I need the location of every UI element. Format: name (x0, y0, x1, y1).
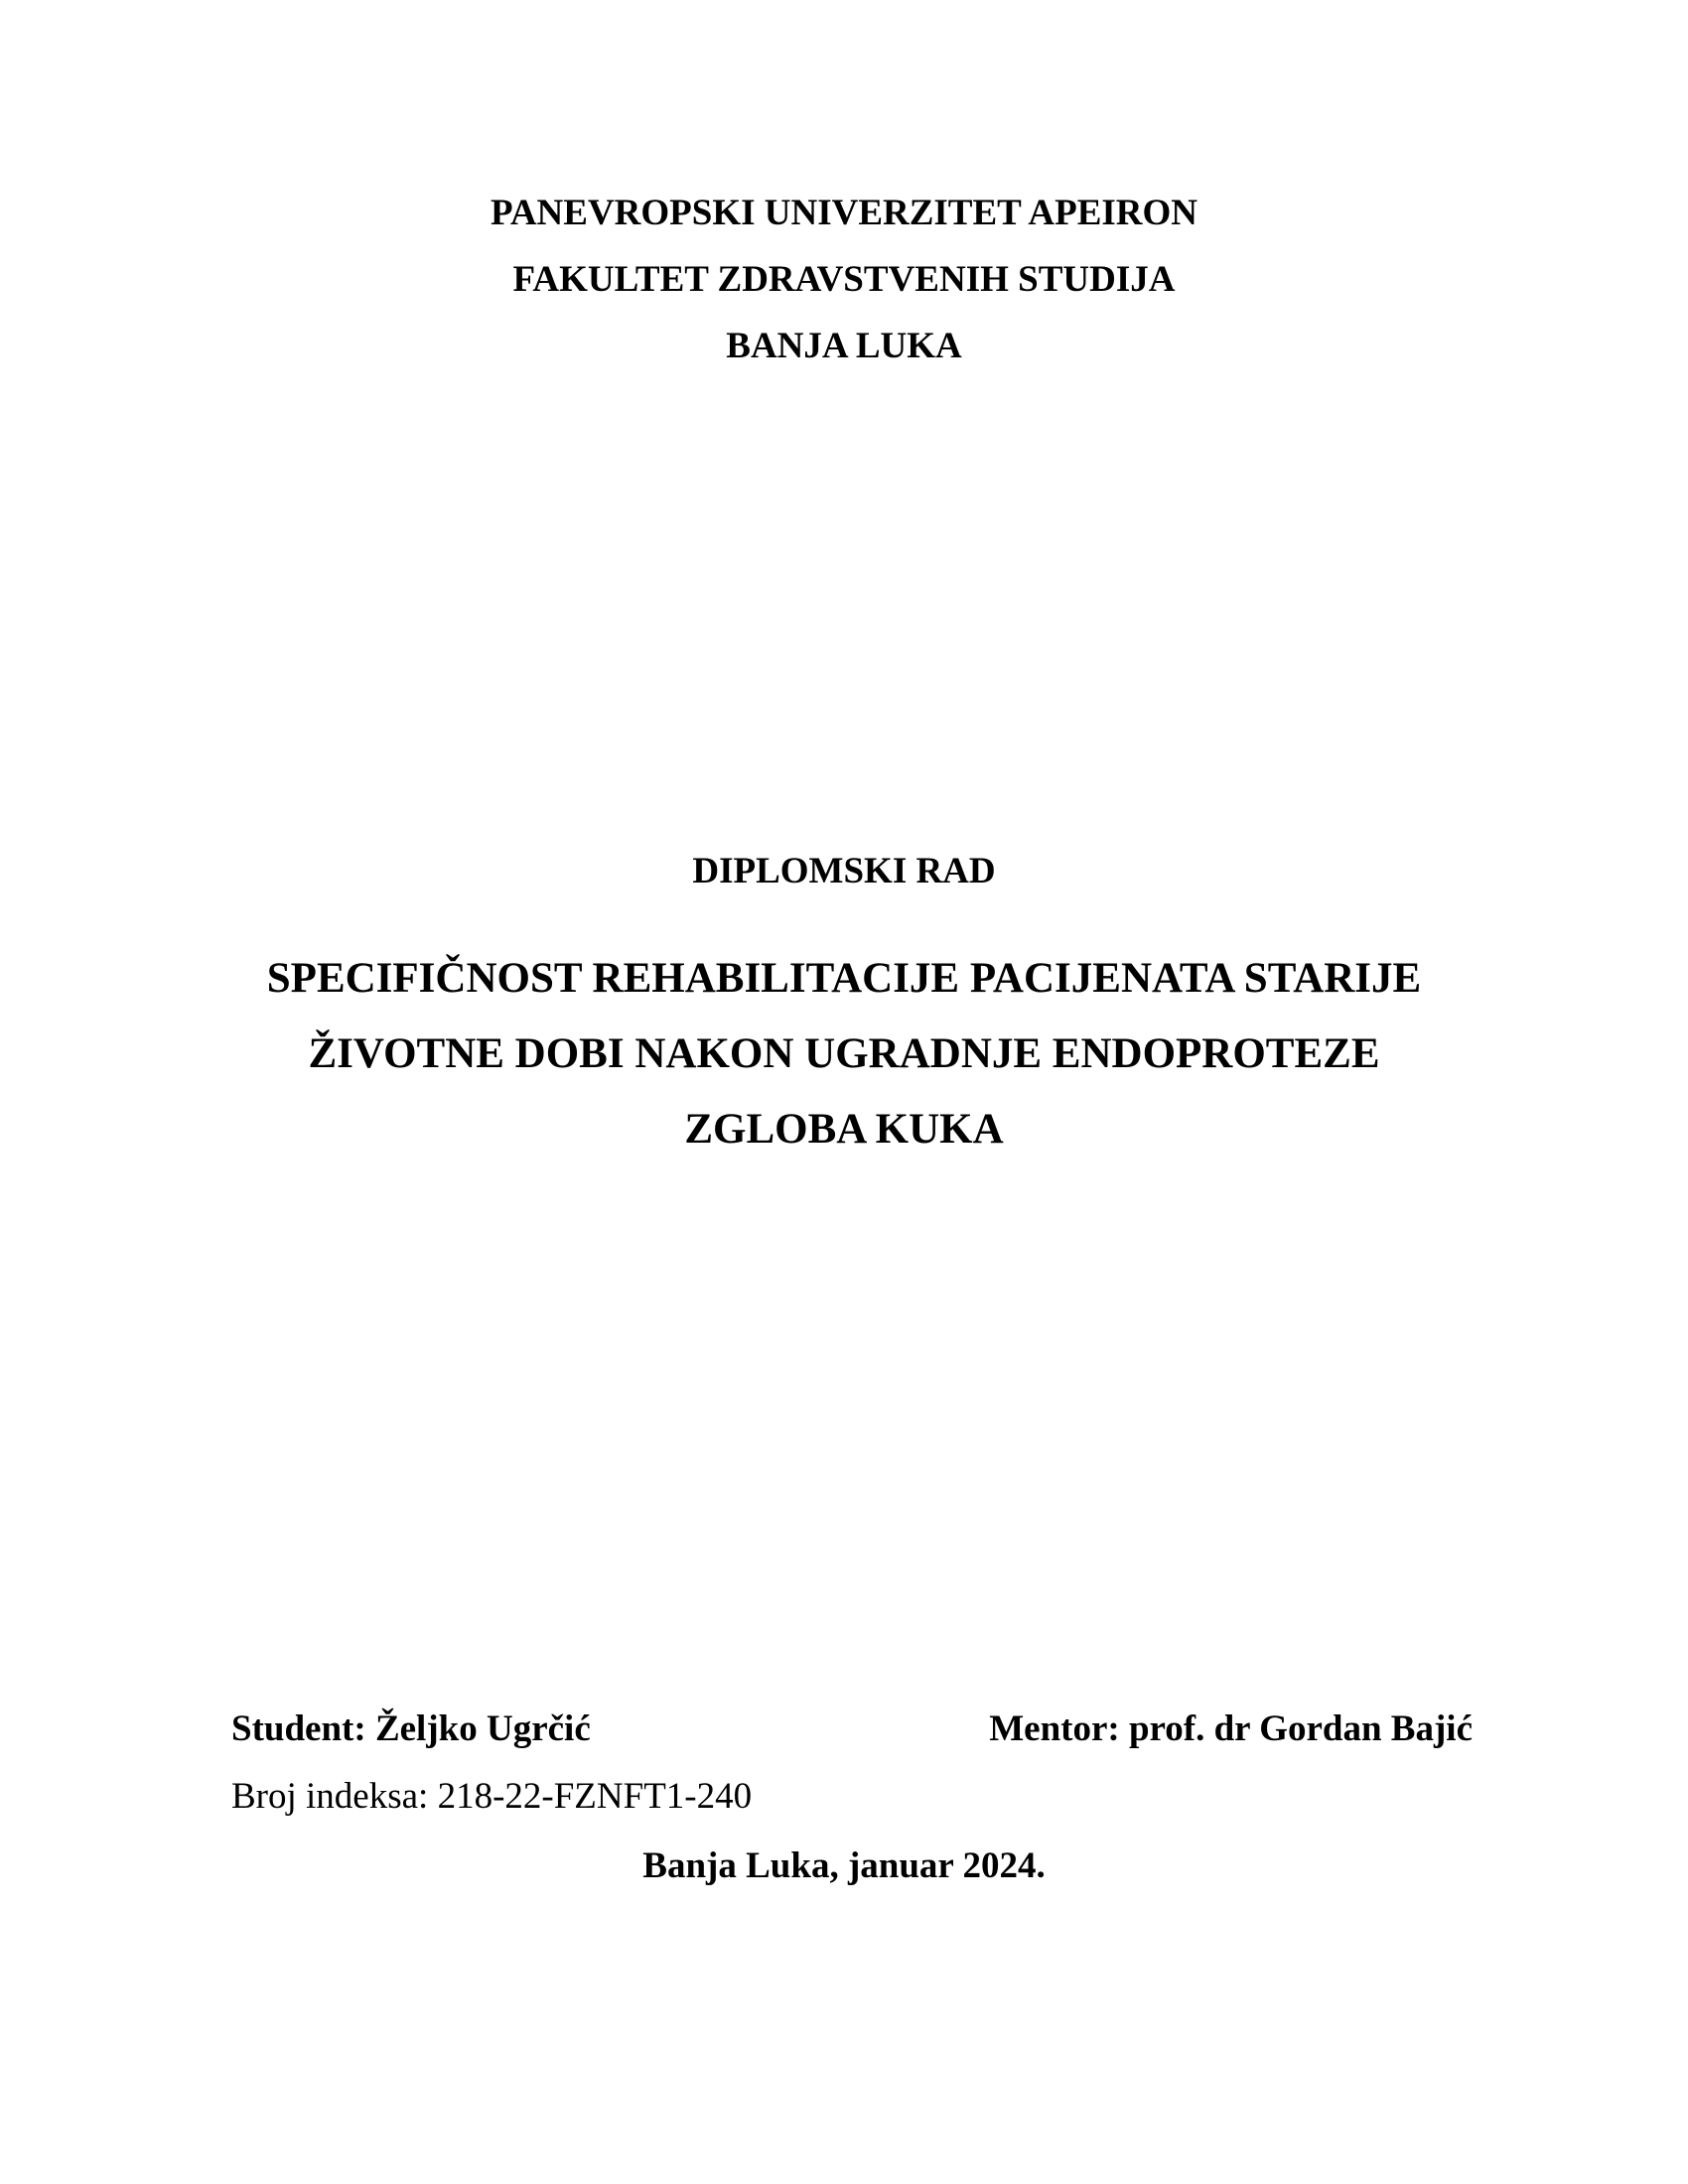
thesis-title-line-1: SPECIFIČNOST REHABILITACIJE PACIJENATA STARIJE (266, 955, 1422, 1002)
index-number: Broj indeksa: 218-22-FZNFT1-240 (231, 1776, 753, 1817)
document-type: DIPLOMSKI RAD (692, 851, 996, 891)
faculty-name: FAKULTET ZDRAVSTVENIH STUDIJA (512, 259, 1176, 300)
university-name: PANEVROPSKI UNIVERZITET APEIRON (490, 193, 1198, 233)
thesis-title-line-2: ŽIVOTNE DOBI NAKON UGRADNJE ENDOPROTEZE (308, 1030, 1380, 1077)
institution-city: BANJA LUKA (726, 326, 962, 366)
student-name: Student: Željko Ugrčić (231, 1708, 591, 1749)
mentor-name: Mentor: prof. dr Gordan Bajić (989, 1708, 1473, 1749)
thesis-title-line-3: ZGLOBA KUKA (684, 1106, 1004, 1153)
place-and-date: Banja Luka, januar 2024. (642, 1845, 1046, 1886)
